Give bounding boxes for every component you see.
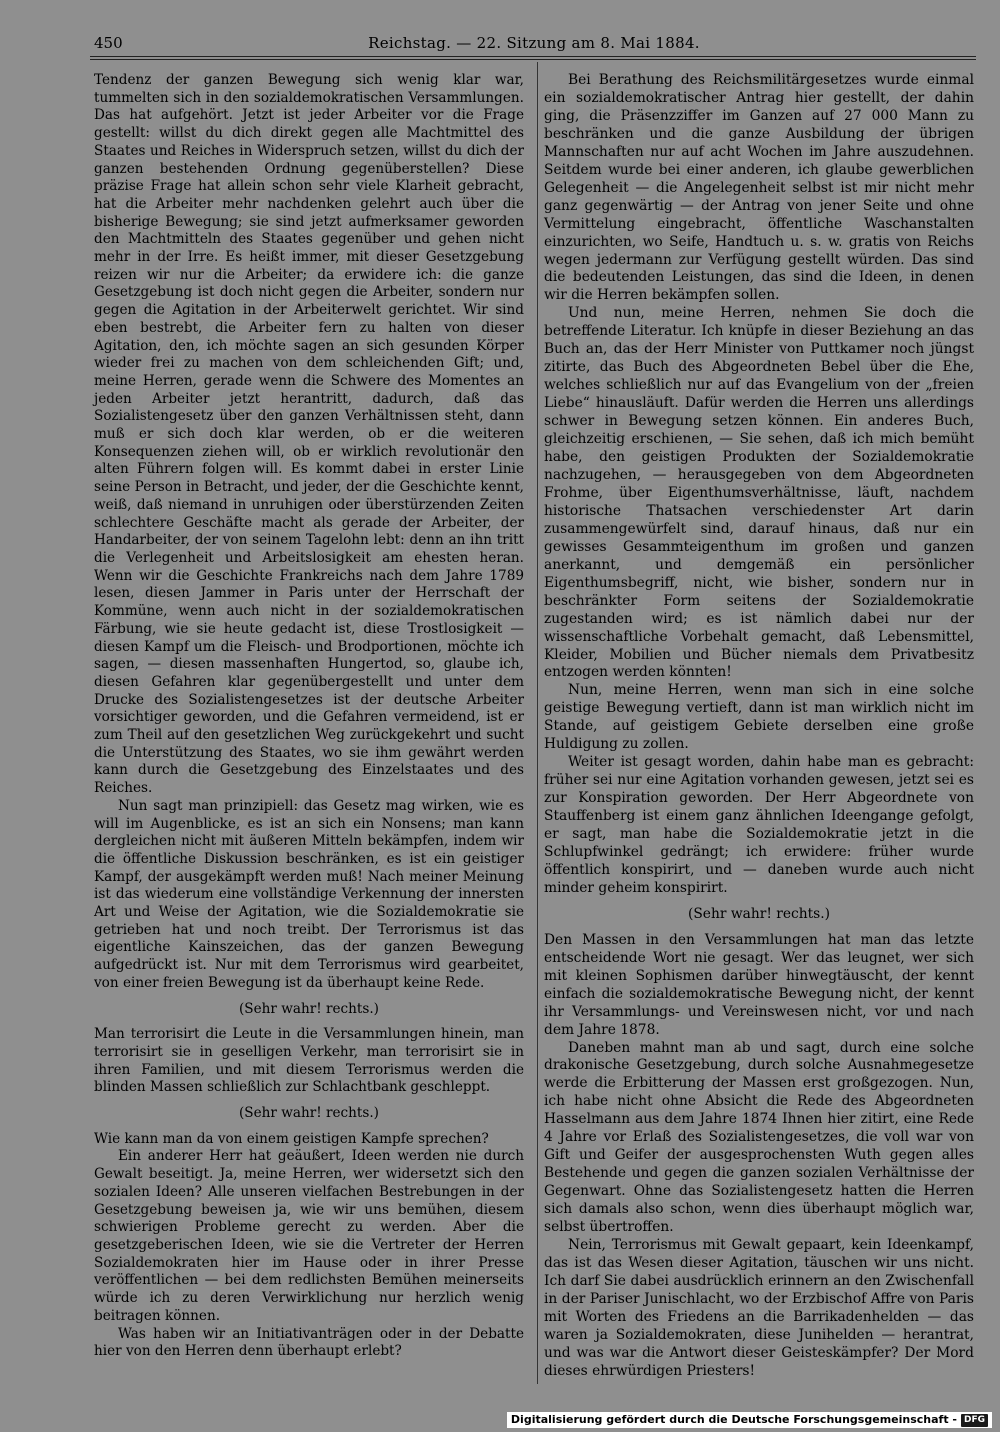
interjection: (Sehr wahr! rechts.) <box>687 905 831 922</box>
dfg-logo: DFG <box>961 1414 988 1427</box>
interjection: (Sehr wahr! rechts.) <box>239 1105 379 1122</box>
paragraph: Nein, Terrorismus mit Gewalt gepaart, kein Ideenkampf, das ist das Wesen dieser Agitation, täuschen wir uns nicht. Ich darf Sie dabei ausdrücklich erinnern an den Zwischenfall in der Pariser Junischlacht, wo der Erzbischof Affre von Paris mit Worten des Friedens an die Barrikadenhelden — das waren ja Sozialdemokraten, diese Junihelden — herantrat, und was war die Antwort dieser Geisteskämpfer? Der Mord dieses ehrwürdigen Priesters! <box>544 1237 974 1379</box>
paragraph: Was haben wir an Initiativanträgen oder in der Debatte hier von den Herren denn überhaupt erlebt? <box>94 1325 524 1360</box>
paragraph: Weiter ist gesagt worden, dahin habe man es gebracht: früher sei nur eine Agitation vorhanden gewesen, jetzt sei es zur Konspiration geworden. Der Herr Abgeordnete von Stauffenberg ist einem ganz ähnlichen Ideengange gefolgt, er sagt, man habe die Sozialdemokratie jetzt in die Schlupfwinkel gedrängt; ich erwidere: früher wurde öffentlich konspirirt, und — daneben wurde auch nicht minder geheim konspirirt. <box>544 754 974 896</box>
page-header <box>94 32 974 54</box>
paragraph: Bei Berathung des Reichsmilitärgesetzes wurde einmal ein sozialdemokratischer Antrag hier gestellt, der dahin ging, die Präsenzziffer im Ganzen auf 27 000 Mann zu beschränken und die ganze Ausbildung der übrigen Mannschaften nur auf acht Wochen im Jahre auszudehnen. Seitdem wurde bei einer anderen, ich glaube gewerblichen Gelegenheit — die Angelegenheit selbst ist mir nicht mehr ganz gegenwärtig — der Antrag von jener Seite und ohne Vermittelung eingebracht, öffentliche Waschanstalten einzurichten, wo Seife, Handtuch u. s. w. gratis von Reichs wegen jedermann zur Verfügung gestellt würden. Das sind die bedeutenden Leistungen, das sind die Ideen, in denen wir die Herren bekämpfen sollen. <box>544 72 974 304</box>
paragraph: Nun, meine Herren, wenn man sich in eine solche geistige Bewegung vertieft, dann ist man wirklich nicht im Stande, auf geistigem Gebiete derselben eine große Huldigung zu zollen. <box>544 682 974 753</box>
paragraph: Wie kann man da von einem geistigen Kampfe sprechen? <box>94 1130 489 1147</box>
paragraph: Man terrorisirt die Leute in die Versammlungen hinein, man terrorisirt sie in geselligen Verkehr, man terrorisirt sie in ihren Familien, und mit diesem Terrorismus werden die blinden Massen schließlich zur Schlachtbank geschleppt. <box>94 1026 524 1096</box>
header-rule-top <box>90 56 976 57</box>
credit-text: Digitalisierung gefördert durch die Deutsche Forschungsgemeinschaft - <box>510 1413 957 1426</box>
right-column <box>544 72 974 1381</box>
column-divider <box>537 62 538 1384</box>
page-number: 450 <box>94 34 123 52</box>
running-head: Reichstag. — 22. Sitzung am 8. Mai 1884. <box>368 34 700 52</box>
digitization-credit <box>507 1412 992 1428</box>
paragraph: Ein anderer Herr hat geäußert, Ideen werden nie durch Gewalt beseitigt. Ja, meine Herren, wer widersetzt sich den sozialen Ideen? Alle unseren vielfachen Bestrebungen in der Gesetzgebung beweisen ja, wie wir uns bemühen, diesem schwierigen Probleme gerecht zu werden. Aber die gesetzgeberischen Ideen, wie sie die Vertreter der Herren Sozialdemokraten hier im Hause oder in ihrer Presse veröffentlichen — bei dem redlichsten Bemühen meinerseits würde ich zu deren Verwirklichung nur herzlich wenig beitragen können. <box>94 1148 524 1324</box>
paragraph: Daneben mahnt man ab und sagt, durch eine solche drakonische Gesetzgebung, durch solche Ausnahmegesetze werde die Erbitterung der Massen erst großgezogen. Nun, ich habe nicht ohne Absicht die Rede des Abgeordneten Hasselmann aus dem Jahre 1874 Ihnen hier zitirt, eine Rede 4 Jahre vor Erlaß des Sozialistengesetzes, die voll war von Gift und Geifer der ausgesprochensten Wuth gegen alles Bestehende und gegen die ganzen sozialen Verhältnisse der Gegenwart. Ohne das Sozialistengesetz hatten die Herren sich damals also schon, wenn dies überhaupt möglich war, selbst übertroffen. <box>544 1039 974 1236</box>
interjection: (Sehr wahr! rechts.) <box>239 1000 379 1017</box>
paragraph: Den Massen in den Versammlungen hat man das letzte entscheidende Wort nie gesagt. Wer das leugnet, wer sich mit kleinen Sophismen darüber hinwegtäuscht, der kennt einfach die sozialdemokratische Bewegung nicht, der kennt ihr Versammlungs- und Vereinswesen nicht, vor und nach dem Jahre 1878. <box>544 931 974 1038</box>
paragraph: Nun sagt man prinzipiell: das Gesetz mag wirken, wie es will im Augenblicke, es ist an sich ein Nonsens; man kann dergleichen nicht mit äußeren Mitteln bekämpfen, indem wir die öffentliche Diskussion beschränken, es ist ein geistiger Kampf, der ausgekämpft werden muß! Nach meiner Meinung ist das wiederum eine vollständige Verkennung der innersten Art und Weise der Agitation, wie die Sozialdemokratie sie getrieben hat und noch treibt. Der Terrorismus ist das eigentliche Kainszeichen, das der ganzen Bewegung aufgedrückt ist. Nur mit dem Terrorismus wird gearbeitet, von einer freien Bewegung ist da überhaupt keine Rede. <box>94 797 524 991</box>
paragraph: Und nun, meine Herren, nehmen Sie doch die betreffende Literatur. Ich knüpfe in dieser Beziehung an das Buch an, das der Herr Minister von Puttkamer noch jüngst zitirte, das Buch des Abgeordneten Bebel über die Ehe, welches schließlich nur auf das Evangelium von der „freien Liebe“ hinausläuft. Dafür werden die Herren uns allerdings schwer in Bewegung setzen können. Ein anderes Buch, gleichzeitig erschienen, — Sie sehen, daß ich mich bemüht habe, den geistigen Produkten der Sozialdemokratie nachzugehen, — herausgegeben von dem Abgeordneten Frohme, über Eigenthumsverhältnisse, läuft, nachdem historische Thatsachen verschiedenster Art darin zusammengewürfelt sind, darauf hinaus, daß nur ein gewisses Gesammteigenthum im großen und ganzen anerkannt, und demgemäß ein persönlicher Eigenthumsbegriff, nicht, wie bisher, sondern nur in beschränkter Form seitens der Sozialdemokratie zugestanden wird; es ist nämlich dabei nur der wissenschaftliche Vorbehalt gemacht, daß Lebensmittel, Kleider, Mobilien und Bücher niemals dem Privatbesitz entzogen werden könnten! <box>544 305 974 681</box>
left-column <box>94 72 524 1361</box>
header-rule-bottom <box>90 59 976 60</box>
paragraph: Tendenz der ganzen Bewegung sich wenig klar war, tummelten sich in den sozialdemokratischen Versammlungen. Das hat aufgehört. Jetzt ist jeder Arbeiter vor die Frage gestellt: willst du dich direkt gegen alle Machtmittel des Staates und Reiches in Widerspruch setzen, willst du dich der ganzen bestehenden Ordnung gegenüberstellen? Diese präzise Frage hat allein schon sehr viele Klarheit gebracht, hat die Arbeiter mehr nachdenken gelehrt auch über die bisherige Bewegung; sie sind jetzt aufmerksamer geworden den Machtmitteln des Staates gegenüber und gehen nicht mehr in der Irre. Es heißt immer, mit dieser Gesetzgebung reizen wir nur die Arbeiter; da erwidere ich: die ganze Gesetzgebung ist doch nicht gegen die Arbeiter, sondern nur gegen die Agitation in der Arbeiterwelt gerichtet. Wir sind eben bestrebt, die Arbeiter fern zu halten von dieser Agitation, den, ich möchte sagen an sich gesunden Körper wieder frei zu machen von dem schleichenden Gift; und, meine Herren, gerade wenn die Schwere des Momentes an jeden Arbeiter jetzt herantritt, dadurch, daß das Sozialistengesetz über den ganzen Verhältnissen steht, dann muß er sich doch klar werden, ob er die weiteren Konsequenzen ziehen will, ob er wirklich revolutionär den alten Führern folgen will. Es kommt dabei in erster Linie seine Person in Betracht, und jeder, der die Geschichte kennt, weiß, daß niemand in unruhigen oder überstürzenden Zeiten schlechtere Geschäfte macht als gerade der Arbeiter, der Handarbeiter, der von seinem Tagelohn lebt: denn an ihn tritt die Verlegenheit und Arbeitslosigkeit am ehesten heran. Wenn wir die Geschichte Frankreichs nach dem Jahre 1789 lesen, diesen Jammer in Paris unter der Herrschaft der Kommüne, wenn auch nicht in der sozialdemokratischen Färbung, wie sie heute gedacht ist, diese Trostlosigkeit — diesen Kampf um die Fleisch- und Brodportionen, möchte ich sagen, — diesen massenhaften Hungertod, so, glaube ich, diesen Gefahren klar gegenübergestellt und unter dem Drucke des Sozialistengesetzes ist der deutsche Arbeiter vorsichtiger geworden, und die Gefahren vermeidend, ist er zum Theil auf den gesetzlichen Weg zurückgekehrt und sucht die Unterstützung des Staates, wo sie ihm gewährt werden kann durch die Gesetzgebung des Einzelstaates und des Reiches. <box>94 72 524 797</box>
